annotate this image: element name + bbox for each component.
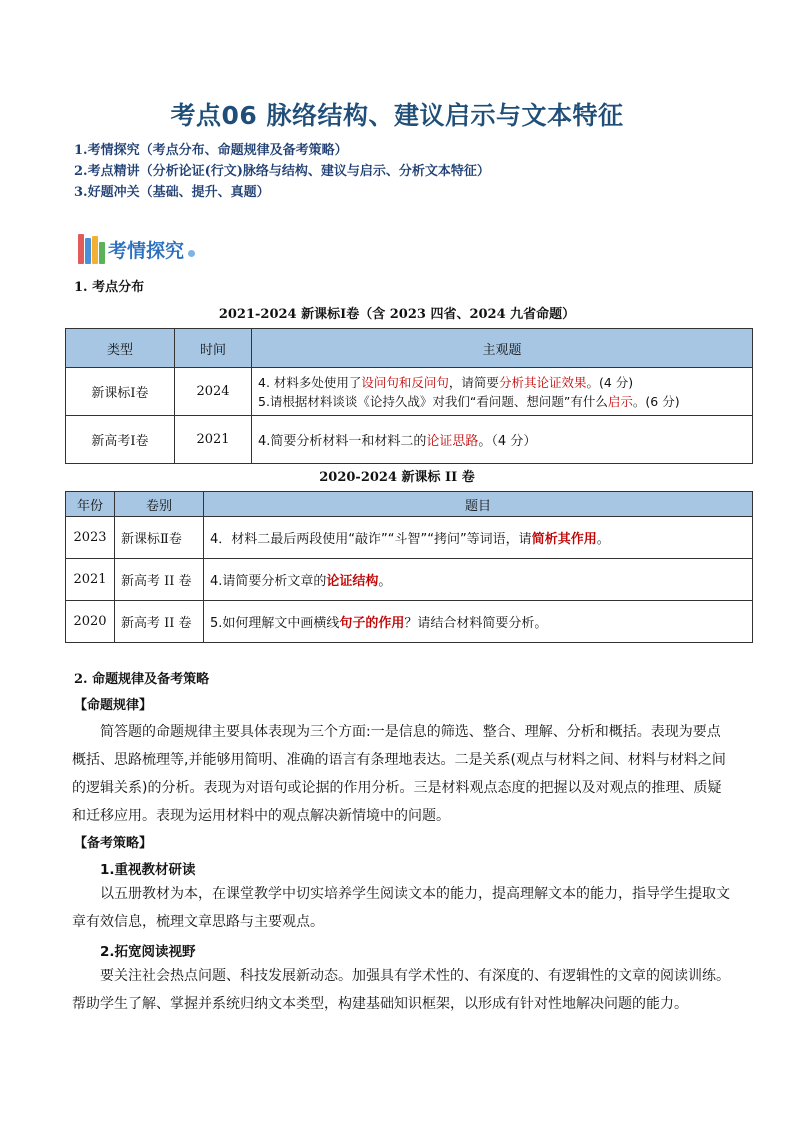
section-title: 考情探究 [108, 239, 185, 262]
question-cell: 4．材料二最后两段使用“敲诈”“斗智”“拷问”等词语，请简析其作用。 [204, 517, 753, 559]
paragraph-text: 简答题的命题规律主要具体表现为三个方面:一是信息的筛选、整合、理解、分析和概括。表现为要点概括、思路梳理等,并能够用简明、准确的语言有条理地表达。二是关系(观点与材料之间、材料与材料之间的逻辑关系)的分析。表现为对语句或论据的作用分析。三是材料观点态度的把握以及对观点的推理、质疑和迁移应用。表现为运用材料中的观点解决新情境中的问题。 [72, 724, 726, 824]
strategy-paragraph [72, 880, 732, 936]
column-header: 主观题 [252, 329, 753, 368]
exam-distribution-table [65, 328, 753, 464]
outline-item: 1.考情探究（考点分布、命题规律及备考策略） [74, 143, 348, 158]
table-header-row [66, 492, 753, 517]
books-icon [78, 234, 106, 264]
paper-cell: 新高考 II 卷 [115, 601, 204, 643]
table-row [66, 517, 753, 559]
strategy-label: 【备考策略】 [74, 836, 153, 851]
column-header: 题目 [204, 492, 753, 517]
year-cell: 2020 [66, 601, 115, 643]
question-cell [252, 368, 753, 416]
question-line: 5.请根据材料谈谈《论持久战》对我们“看问题、想问题”有什么启示。(6 分) [258, 393, 680, 409]
table-caption: 2020-2024 新课标 II 卷 [319, 470, 475, 485]
year-cell: 2021 [66, 559, 115, 601]
subsection-heading: 2. 命题规律及备考策略 [74, 672, 210, 687]
question-cell: 5.如何理解文中画横线句子的作用？请结合材料简要分析。 [204, 601, 753, 643]
outline-item: 2.考点精讲（分析论证(行文)脉络与结构、建议与启示、分析文本特征） [74, 164, 490, 179]
type-cell: 新课标Ⅰ卷 [66, 368, 175, 416]
question-line: 4. 材料多处使用了设问句和反问句，请简要分析其论证效果。(4 分) [258, 374, 634, 390]
dot-icon [188, 250, 195, 257]
strategy-paragraph [72, 962, 732, 1018]
document-title: 考点06 脉络结构、建议启示与文本特征 [170, 101, 624, 130]
column-header: 年份 [66, 492, 115, 517]
table-row [66, 559, 753, 601]
column-header: 类型 [66, 329, 175, 368]
table-header-row [66, 329, 753, 368]
type-cell: 新高考Ⅰ卷 [66, 416, 175, 464]
question-cell: 4.简要分析材料一和材料二的论证思路。（4 分） [252, 416, 753, 464]
paper-cell: 新高考 II 卷 [115, 559, 204, 601]
paragraph-text: 以五册教材为本，在课堂教学中切实培养学生阅读文本的能力，提高理解文本的能力，指导学生提取文章有效信息，梳理文章思路与主要观点。 [72, 886, 730, 930]
exam-questions-table [65, 491, 753, 643]
subsection-heading: 1. 考点分布 [74, 280, 145, 295]
paper-cell: 新课标Ⅱ卷 [115, 517, 204, 559]
table-row [66, 601, 753, 643]
table-row [66, 368, 753, 416]
outline-item: 3.好题冲关（基础、提升、真题） [74, 185, 270, 200]
rules-label: 【命题规律】 [74, 698, 153, 713]
rules-paragraph [72, 718, 732, 830]
table-caption: 2021-2024 新课标Ⅰ卷（含 2023 四省、2024 九省命题） [218, 307, 576, 322]
section-header [78, 232, 195, 266]
column-header: 时间 [175, 329, 252, 368]
strategy-heading: 1.重视教材研读 [100, 862, 196, 878]
year-cell: 2024 [175, 368, 252, 416]
year-cell: 2021 [175, 416, 252, 464]
outline-list [74, 140, 490, 203]
year-cell: 2023 [66, 517, 115, 559]
paragraph-text: 要关注社会热点问题、科技发展新动态。加强具有学术性的、有深度的、有逻辑性的文章的阅读训练。帮助学生了解、掌握并系统归纳文本类型，构建基础知识框架，以形成有针对性地解决问题的能力。 [72, 968, 730, 1012]
table-row [66, 416, 753, 464]
strategy-heading: 2.拓宽阅读视野 [100, 944, 196, 960]
question-cell: 4.请简要分析文章的论证结构。 [204, 559, 753, 601]
column-header: 卷别 [115, 492, 204, 517]
